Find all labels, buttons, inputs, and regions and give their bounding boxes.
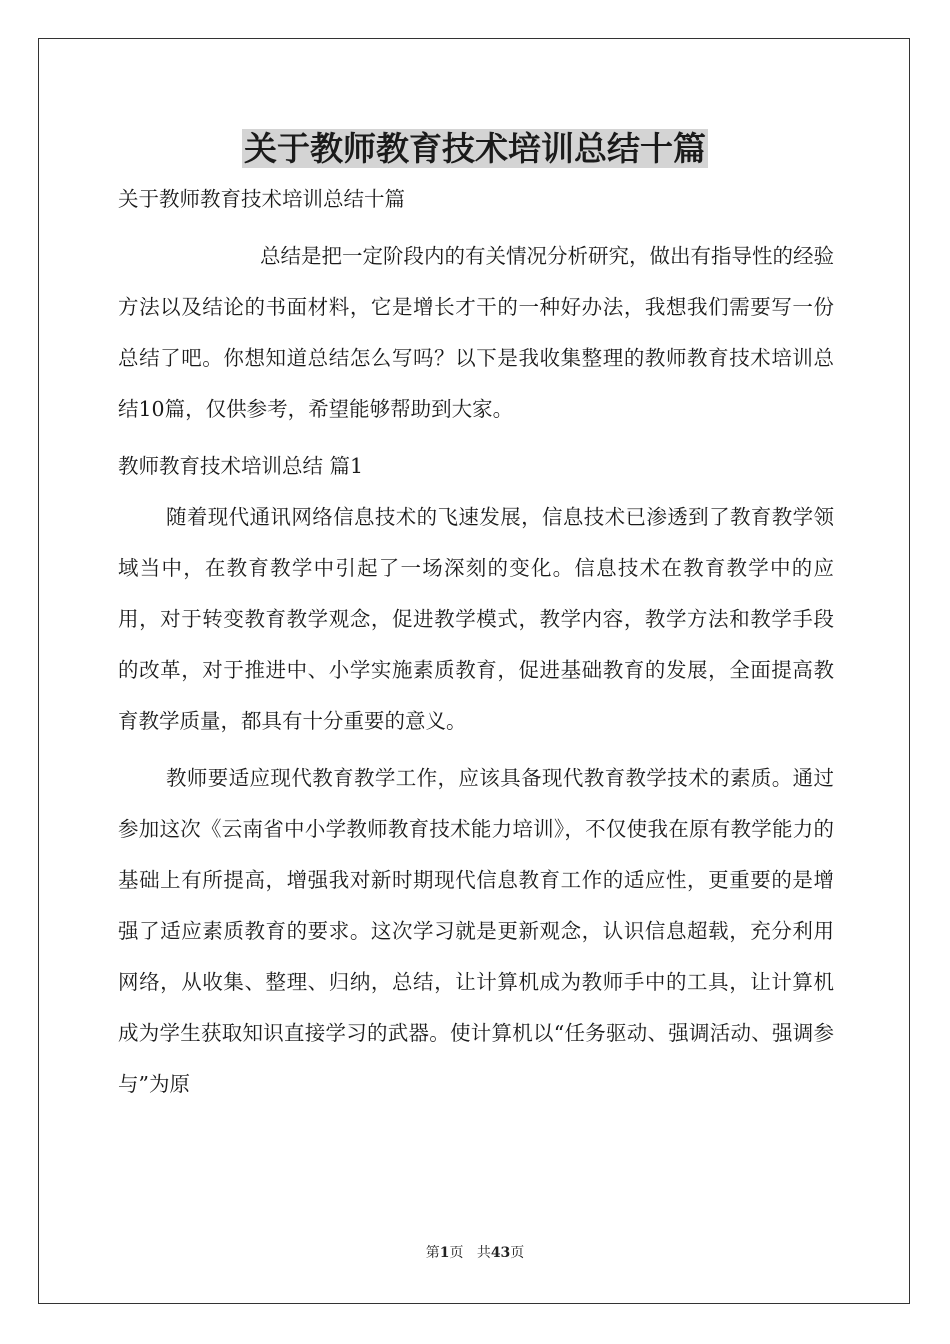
body-paragraph-1: 随着现代通讯网络信息技术的飞速发展，信息技术已渗透到了教育教学领域当中，在教育教学中引起了一场深刻的变化。信息技术在教育教学中的应用，对于转变教育教学观念，促进教学模式，教学内容，教学方法和教学手段的改革，对于推进中、小学实施素质教育，促进基础教育的发展，全面提高教育教学质量，都具有十分重要的意义。 — [118, 505, 834, 733]
document-body — [118, 174, 834, 1110]
document-title-text: 关于教师教育技术培训总结十篇 — [244, 129, 706, 168]
page-number: 1 — [439, 1245, 450, 1261]
total-prefix: 共 — [476, 1245, 491, 1261]
document-title — [0, 124, 950, 174]
page-footer — [0, 1243, 950, 1263]
total-pages: 43 — [490, 1245, 511, 1261]
section-heading: 教师教育技术培训总结 篇1 — [118, 454, 364, 478]
body-paragraph-2: 教师要适应现代教育教学工作，应该具备现代教育教学技术的素质。通过参加这次《云南省中小学教师教育技术能力培训》，不仅使我在原有教学能力的基础上有所提高，增强我对新时期现代信息教育工作的适应性，更重要的是增强了适应素质教育的要求。这次学习就是更新观念，认识信息超载，充分利用网络，从收集、整理、归纳，总结，让计算机成为教师手中的工具，让计算机成为学生获取知识直接学习的武器。使计算机以“任务驱动、强调活动、强调参与”为原 — [118, 766, 834, 1096]
page-prefix: 第 — [425, 1245, 440, 1261]
intro-paragraph: 总结是把一定阶段内的有关情况分析研究，做出有指导性的经验方法以及结论的书面材料，它是增长才干的一种好办法，我想我们需要写一份总结了吧。你想知道总结怎么写吗？以下是我收集整理的教师教育技术培训总结10篇，仅供参考，希望能够帮助到大家。 — [118, 244, 834, 421]
page-suffix: 页 — [449, 1245, 464, 1261]
total-suffix: 页 — [510, 1245, 525, 1261]
document-subtitle: 关于教师教育技术培训总结十篇 — [118, 187, 405, 211]
